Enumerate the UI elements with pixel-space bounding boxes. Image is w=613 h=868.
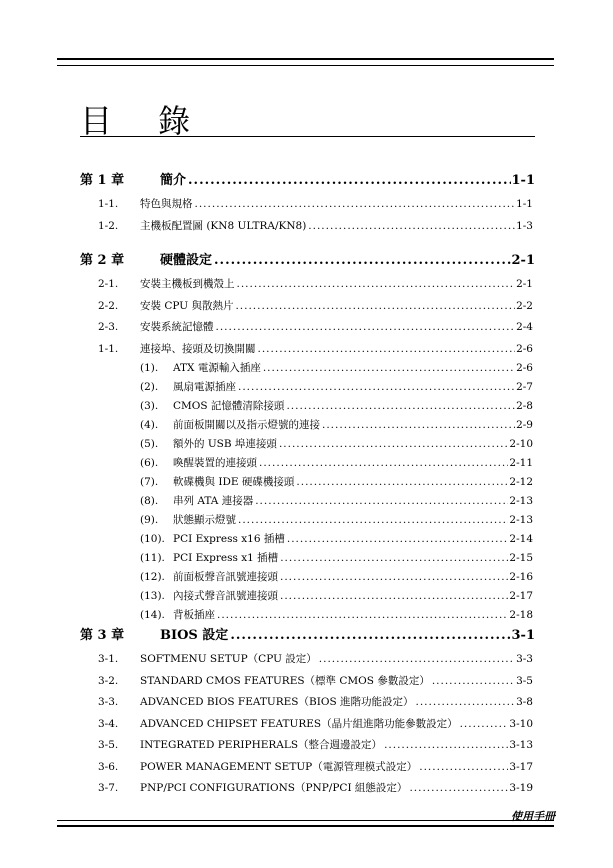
entry-number: (7).	[140, 476, 159, 488]
entry-number: (2).	[140, 381, 159, 393]
dot-leader	[280, 549, 508, 567]
page-number: 2-13	[509, 514, 533, 526]
entry-title: 前面板開關以及指示燈號的連接	[173, 419, 320, 431]
entry-number: 2-1.	[98, 278, 119, 290]
entry-number: (14).	[140, 609, 165, 621]
entry-title: 安裝系統記憶體	[140, 321, 214, 333]
page-number: 2-4	[516, 321, 533, 333]
section-row	[0, 195, 613, 213]
dot-leader	[432, 672, 515, 690]
entry-number: 3-2.	[98, 674, 119, 687]
entry-number: (10).	[140, 533, 165, 545]
page-number: 2-16	[509, 571, 533, 583]
dot-leader	[235, 297, 515, 315]
top-rule-thin	[57, 65, 554, 66]
entry-title: 風扇電源插座	[173, 381, 236, 393]
top-rule-thick	[57, 58, 554, 60]
entry-title: PCI Express x16 插槽	[173, 533, 285, 545]
page-number: 3-1	[511, 628, 535, 643]
entry-number: 第 2 章	[80, 253, 125, 268]
entry-title: 硬體設定	[160, 253, 213, 268]
page-number: 2-8	[516, 400, 533, 412]
entry-title: SOFTMENU SETUP（CPU 設定）	[140, 653, 317, 665]
entry-title: CMOS 記憶體清除接頭	[173, 400, 285, 412]
entry-number: 第 3 章	[80, 628, 125, 643]
section-row	[0, 297, 613, 315]
dot-leader	[188, 172, 510, 190]
entry-title: 狀態顯示燈號	[173, 514, 236, 526]
dot-leader	[230, 627, 510, 645]
page-number: 1-1	[511, 173, 535, 188]
page-number: 2-12	[509, 476, 533, 488]
section-row	[0, 318, 613, 336]
entry-number: 3-1.	[98, 653, 119, 665]
toc-title: 目 錄	[80, 102, 209, 140]
page-number: 1-3	[516, 219, 533, 232]
entry-title: 內接式聲音訊號連接頭	[173, 590, 278, 602]
subsection-row	[0, 568, 613, 586]
dot-leader	[319, 650, 515, 668]
subsection-row	[0, 511, 613, 529]
entry-title: PNP/PCI CONFIGURATIONS（PNP/PCI 組態設定）	[140, 782, 408, 794]
entry-title: 串列 ATA 連接器	[173, 495, 254, 507]
page-number: 3-3	[516, 653, 533, 665]
entry-title: STANDARD CMOS FEATURES（標準 CMOS 參數設定）	[140, 674, 430, 687]
page-number: 2-6	[516, 362, 533, 374]
entry-number: (5).	[140, 438, 159, 450]
subsection-row	[0, 473, 613, 491]
entry-number: 3-6.	[98, 760, 119, 773]
subsection-row	[0, 492, 613, 510]
entry-title: 額外的 USB 埠連接頭	[173, 438, 277, 450]
bottom-rule-thick	[57, 825, 554, 827]
page-number: 2-10	[509, 438, 533, 450]
footer-label: 使用手冊	[511, 810, 555, 823]
dot-leader	[195, 195, 516, 213]
entry-title: 軟碟機與 IDE 硬碟機接頭	[173, 476, 295, 488]
page-number: 3-8	[516, 696, 533, 708]
dot-leader	[460, 715, 509, 733]
entry-title: 特色與規格	[140, 198, 193, 210]
chapter-row	[0, 252, 613, 270]
dot-leader	[255, 492, 508, 510]
entry-number: 2-3.	[98, 321, 119, 333]
page-number: 2-7	[516, 381, 533, 393]
entry-title: 喚醒裝置的連接頭	[173, 457, 257, 469]
chapter-row	[0, 627, 613, 645]
dot-leader	[419, 758, 508, 776]
page-number: 3-5	[516, 674, 533, 687]
bottom-rule-thin	[57, 820, 554, 821]
entry-title: 前面板聲音訊號連接頭	[173, 571, 278, 583]
subsection-row	[0, 454, 613, 472]
entry-number: (6).	[140, 457, 159, 469]
subsection-row	[0, 549, 613, 567]
section-row	[0, 672, 613, 690]
entry-number: (1).	[140, 362, 159, 374]
dot-leader	[384, 736, 508, 754]
entry-title: 主機板配置圖 (KN8 ULTRA/KN8)	[140, 219, 307, 232]
entry-number: (13).	[140, 590, 165, 602]
entry-title: ADVANCED CHIPSET FEATURES（晶片組進階功能參數設定）	[140, 717, 458, 730]
page-number: 2-1	[516, 278, 533, 290]
dot-leader	[280, 568, 508, 586]
page-number: 3-17	[509, 760, 533, 773]
entry-title: 安裝 CPU 與散熱片	[140, 299, 234, 312]
subsection-row	[0, 359, 613, 377]
dot-leader	[286, 397, 515, 415]
entry-title: ADVANCED BIOS FEATURES（BIOS 進階功能設定）	[140, 696, 414, 708]
dot-leader	[238, 378, 515, 396]
entry-number: (12).	[140, 571, 165, 583]
dot-leader	[287, 530, 509, 548]
entry-number: 1-2.	[98, 219, 119, 232]
dot-leader	[216, 318, 516, 336]
subsection-row	[0, 378, 613, 396]
subsection-row	[0, 435, 613, 453]
dot-leader	[280, 587, 508, 605]
chapter-row	[0, 172, 613, 190]
dot-leader	[296, 473, 508, 491]
dot-leader	[258, 340, 516, 358]
entry-number: (8).	[140, 495, 159, 507]
page-number: 3-10	[509, 717, 533, 730]
page-number: 2-9	[516, 419, 533, 431]
entry-number: 1-1.	[98, 342, 119, 355]
entry-number: 1-1.	[98, 198, 119, 210]
page-number: 2-13	[509, 495, 533, 507]
page-number: 2-11	[509, 457, 533, 469]
dot-leader	[322, 416, 515, 434]
entry-number: 2-2.	[98, 299, 119, 312]
section-row	[0, 779, 613, 797]
entry-title: PCI Express x1 插槽	[173, 552, 279, 564]
dot-leader	[238, 511, 508, 529]
entry-number: 3-5.	[98, 739, 119, 751]
page-number: 2-2	[516, 299, 533, 312]
entry-number: (4).	[140, 419, 159, 431]
entry-title: 連接埠、接頭及切換開關	[140, 342, 256, 355]
page-number: 2-1	[511, 253, 535, 268]
subsection-row	[0, 587, 613, 605]
page-number: 2-17	[509, 590, 533, 602]
entry-title: 安裝主機板到機殼上	[140, 278, 235, 290]
page-number: 3-13	[509, 739, 533, 751]
section-row	[0, 715, 613, 733]
section-row	[0, 340, 613, 358]
entry-number: 3-7.	[98, 782, 119, 794]
dot-leader	[237, 275, 516, 293]
section-row	[0, 275, 613, 293]
section-row	[0, 693, 613, 711]
entry-number: 第 1 章	[80, 173, 125, 188]
page-number: 2-6	[516, 342, 533, 355]
entry-title: BIOS 設定	[160, 628, 229, 643]
dot-leader	[263, 359, 515, 377]
subsection-row	[0, 530, 613, 548]
dot-leader	[259, 454, 508, 472]
entry-title: 簡介	[160, 173, 187, 188]
dot-leader	[217, 606, 508, 624]
dot-leader	[214, 252, 510, 270]
section-row	[0, 217, 613, 235]
entry-title: 背板插座	[173, 609, 215, 621]
entry-number: (3).	[140, 400, 159, 412]
subsection-row	[0, 416, 613, 434]
entry-number: 3-4.	[98, 717, 119, 730]
page-number: 1-1	[516, 198, 533, 210]
section-row	[0, 758, 613, 776]
dot-leader	[416, 693, 516, 711]
entry-number: 3-3.	[98, 696, 119, 708]
section-row	[0, 736, 613, 754]
page-number: 2-15	[509, 552, 533, 564]
page-number: 2-14	[509, 533, 533, 545]
dot-leader	[409, 779, 508, 797]
dot-leader	[279, 435, 508, 453]
subsection-row	[0, 397, 613, 415]
subsection-row	[0, 606, 613, 624]
entry-title: INTEGRATED PERIPHERALS（整合週邊設定）	[140, 739, 383, 751]
entry-number: (11).	[140, 552, 165, 564]
dot-leader	[308, 217, 515, 235]
page-number: 2-18	[509, 609, 533, 621]
entry-title: ATX 電源輸入插座	[173, 362, 261, 374]
entry-title: POWER MANAGEMENT SETUP（電源管理模式設定）	[140, 760, 418, 773]
entry-number: (9).	[140, 514, 159, 526]
page-number: 3-19	[509, 782, 533, 794]
title-rule	[80, 136, 535, 137]
section-row	[0, 650, 613, 668]
